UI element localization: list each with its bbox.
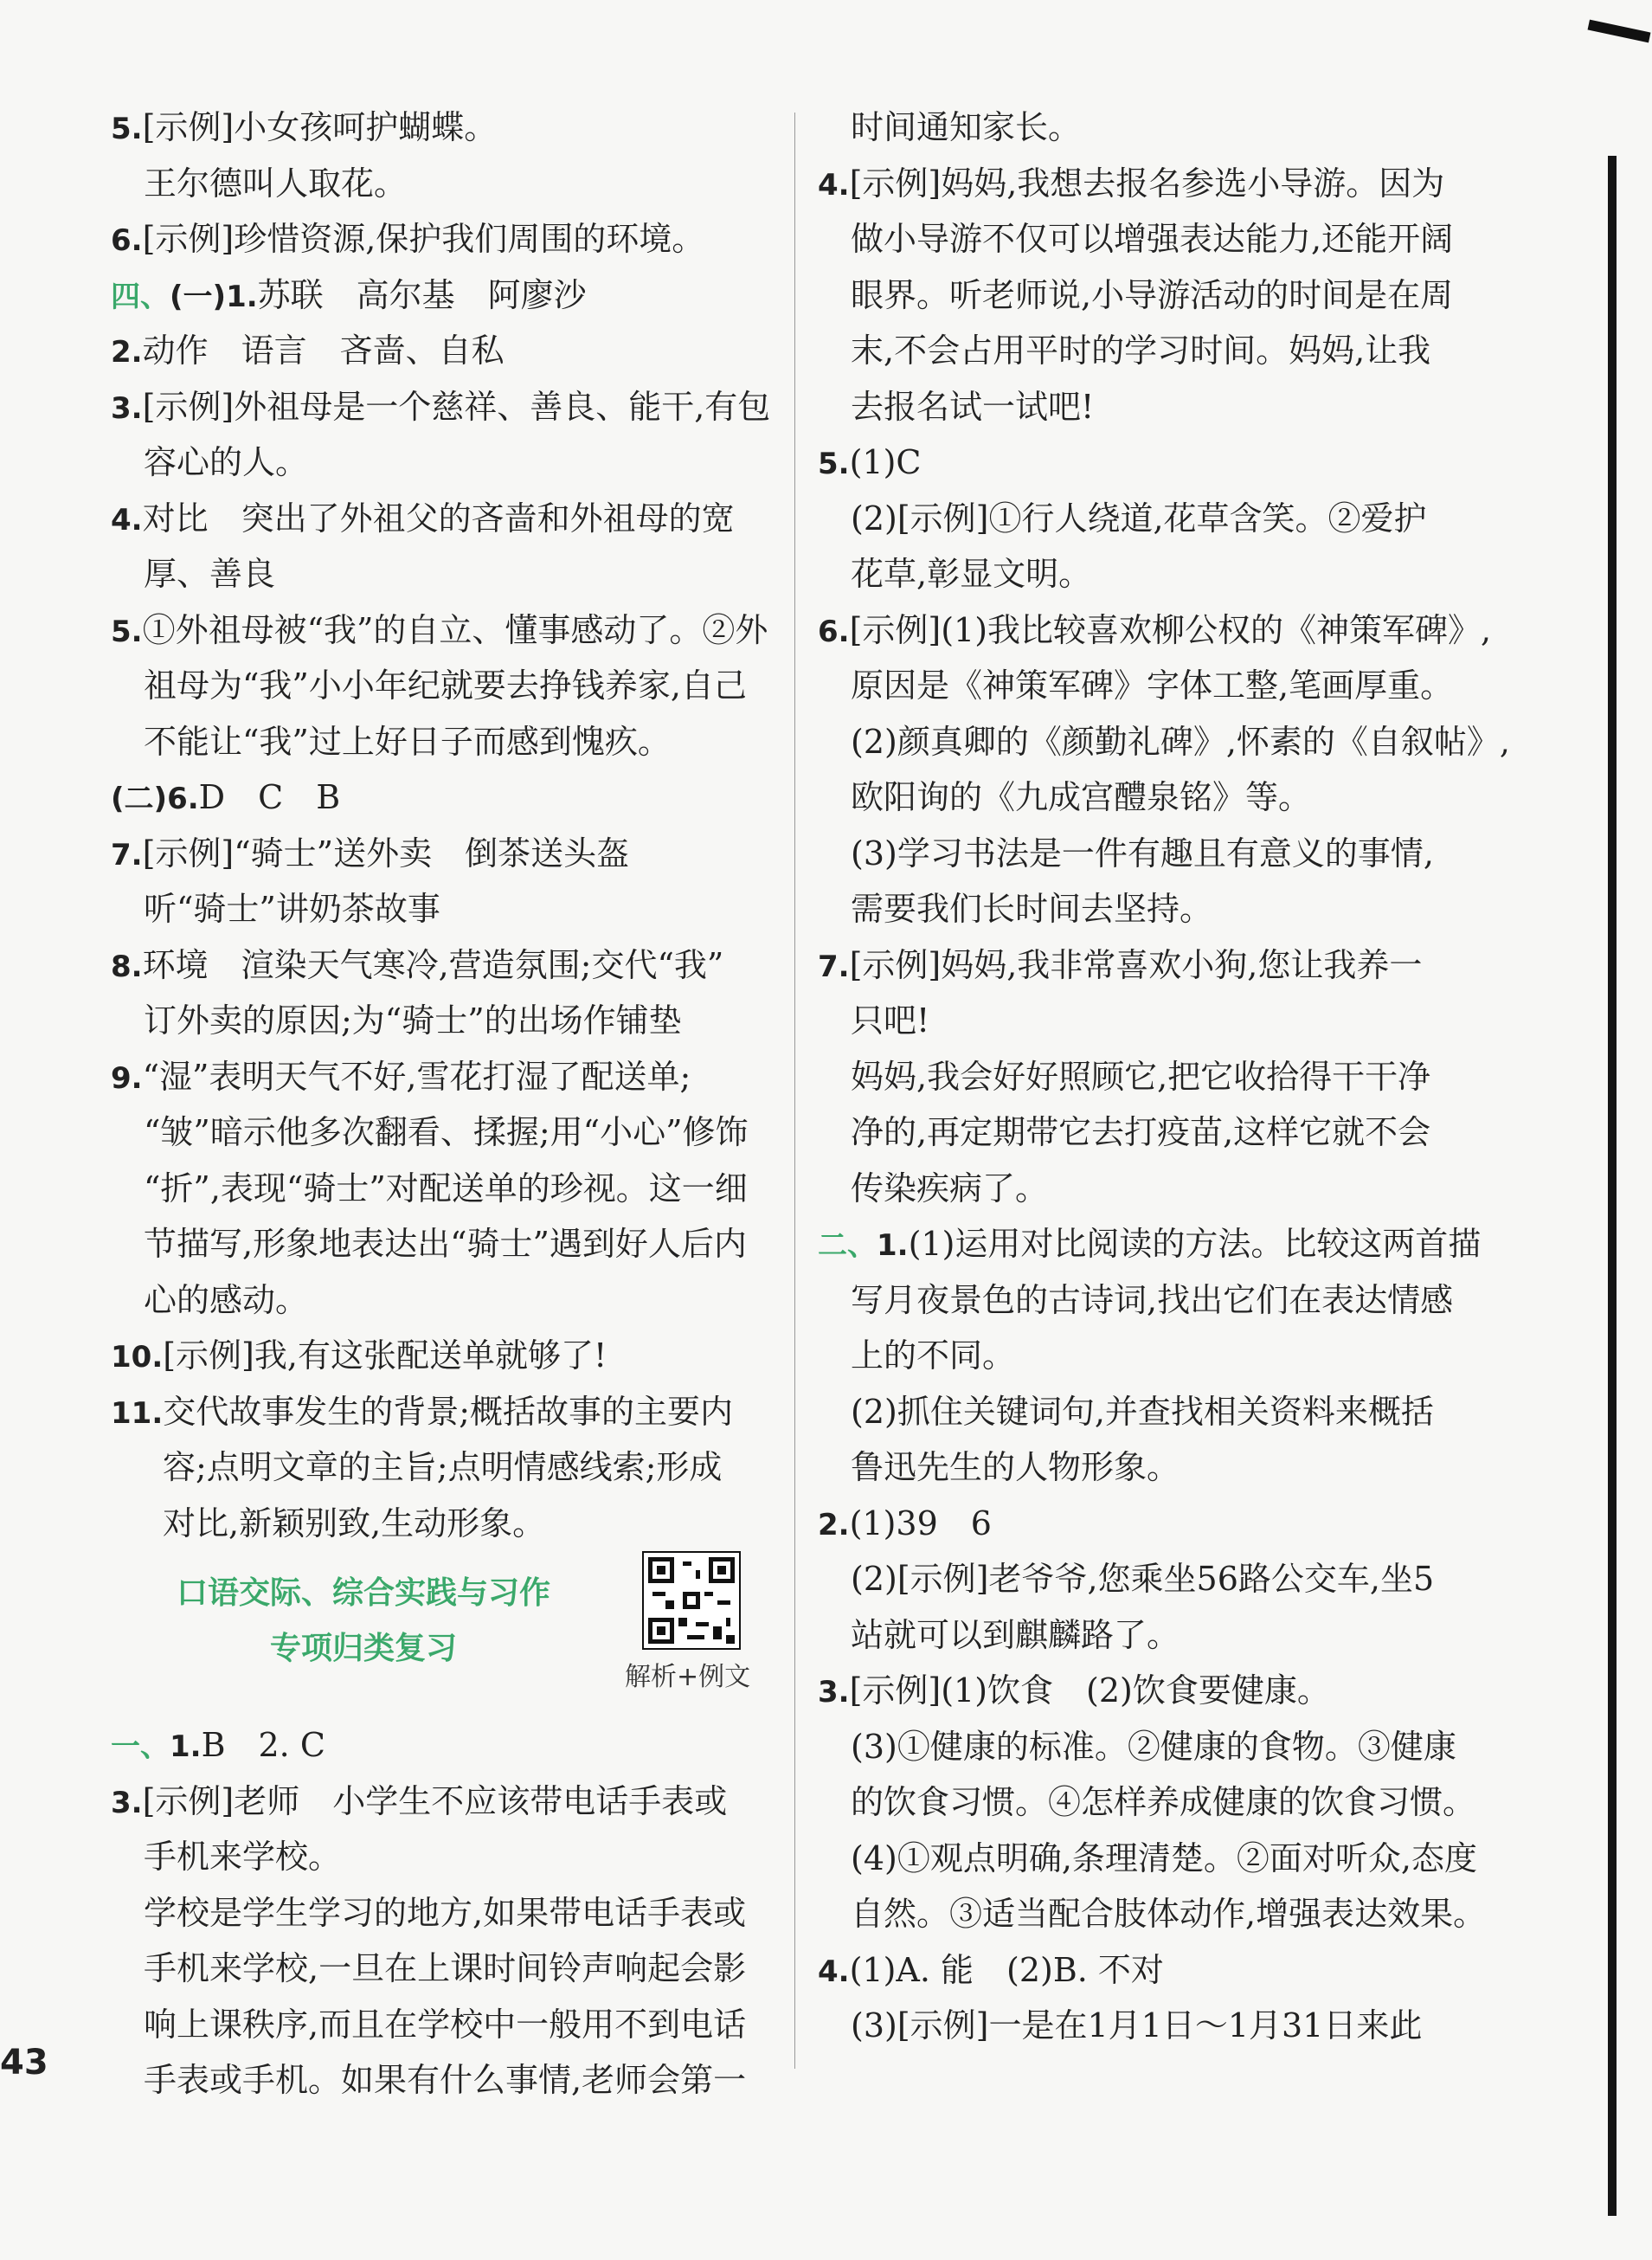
answer-line [111, 1216, 777, 1272]
answer-text: [示例]妈妈,我想去报名参选小导游。因为 [849, 164, 1445, 203]
page-edge-mark [1588, 20, 1651, 43]
answer-line [111, 881, 777, 937]
answer-line [818, 491, 1510, 547]
column-divider [794, 113, 795, 2069]
answer-text: “折”,表现“骑士”对配送单的珍视。这一细 [144, 1169, 748, 1207]
answer-line [111, 1161, 777, 1217]
answer-line [111, 323, 777, 379]
question-number: 4. [111, 502, 143, 538]
answer-line [111, 267, 777, 324]
answer-line [818, 1607, 1510, 1664]
answer-text: (2)[示例]①行人绕道,花草含笑。②爱护 [851, 499, 1427, 538]
answer-text: 响上课秩序,而且在学校中一般用不到电话 [144, 2005, 747, 2044]
answer-line [111, 658, 777, 714]
answer-line [818, 937, 1510, 994]
answer-text: 上的不同。 [851, 1336, 1016, 1375]
answer-line [111, 211, 777, 267]
answer-text: 自然。③适当配合肢体动作,增强表达效果。 [851, 1895, 1487, 1933]
answer-line [818, 1328, 1510, 1384]
answer-line [111, 714, 777, 770]
answer-text: 妈妈,我会好好照顾它,把它收拾得干干净 [851, 1057, 1431, 1096]
answer-text: “皱”暗示他多次翻看、揉握;用“小心”修饰 [144, 1113, 749, 1151]
right-answers-block [818, 100, 1510, 2054]
answer-line [818, 881, 1510, 937]
qr-code-pattern [644, 1553, 739, 1648]
answer-text: [示例]我,有这张配送单就够了! [163, 1336, 607, 1375]
answer-text: 祖母为“我”小小年纪就要去挣钱养家,自己 [144, 666, 747, 705]
answer-text: (2)[示例]老爷爷,您乘坐56路公交车,坐5 [851, 1560, 1435, 1598]
answer-line [818, 1719, 1510, 1775]
answer-text: 苏联 高尔基 阿廖沙 [257, 275, 587, 314]
answer-text: [示例](1)我比较喜欢柳公权的《神策军碑》, [849, 610, 1492, 649]
answer-text: (1)A. 能 (2)B. 不对 [849, 1950, 1164, 1989]
answer-line [818, 1663, 1510, 1719]
answer-text: 心的感动。 [144, 1280, 309, 1319]
question-number: 10. [111, 1340, 164, 1375]
answer-text: 订外卖的原因;为“骑士”的出场作铺垫 [144, 1001, 682, 1040]
answer-line [111, 2052, 777, 2109]
question-number: 2. [818, 1507, 850, 1542]
section-marker: 二、 [818, 1228, 877, 1263]
answer-line [111, 1384, 777, 1440]
answer-text: (1)运用对比阅读的方法。比较这两首描 [908, 1225, 1482, 1263]
answer-line [111, 1829, 777, 1885]
section-title-line1: 口语交际、综合实践与习作 [176, 1575, 550, 1611]
answer-line [818, 267, 1510, 324]
answer-text: B 2. C [201, 1726, 325, 1764]
answer-line [818, 769, 1510, 826]
answer-line [818, 1216, 1510, 1272]
answer-line [818, 1161, 1510, 1217]
answer-text: 去报名试一试吧! [851, 387, 1095, 426]
question-number: 3. [111, 1785, 143, 1820]
answer-line [818, 1049, 1510, 1105]
answer-line [818, 379, 1510, 435]
answer-text: 王尔德叫人取花。 [144, 164, 408, 203]
answer-line [818, 1272, 1510, 1329]
question-number: 6. [818, 614, 850, 649]
answer-text: 欧阳询的《九成宫醴泉铭》等。 [851, 778, 1312, 816]
answer-line [111, 1049, 777, 1105]
answer-text: 花草,彰显文明。 [851, 555, 1092, 593]
answer-line [818, 826, 1510, 882]
answer-line [111, 1104, 777, 1161]
answer-text: (1)C [849, 443, 922, 481]
answer-text: [示例]老师 小学生不应该带电话手表或 [142, 1781, 728, 1820]
answer-line [111, 1774, 777, 1830]
answer-text: (2)颜真卿的《颜勤礼碑》,怀素的《自叙帖》, [851, 722, 1510, 761]
answer-line [818, 323, 1510, 379]
left-answers-block-2 [111, 1717, 777, 2109]
section-marker: 一、 [111, 1729, 170, 1764]
answer-text: [示例]外祖母是一个慈祥、善良、能干,有包 [142, 387, 771, 426]
answer-line [111, 937, 777, 994]
answer-text: ①外祖母被“我”的自立、懂事感动了。②外 [142, 610, 768, 649]
binding-edge [1608, 156, 1617, 2216]
question-number: 一、1. [111, 1729, 202, 1764]
answer-text: 环境 渲染天气寒冷,营造氛围;交代“我” [142, 945, 724, 984]
answer-text: [示例]“骑士”送外卖 倒茶送头盔 [142, 834, 630, 872]
answer-line [111, 156, 777, 212]
answer-line [818, 1774, 1510, 1831]
left-column [111, 100, 777, 2109]
answer-line [111, 546, 777, 602]
answer-line [111, 1717, 777, 1774]
answer-text: (3)[示例]一是在1月1日～1月31日来此 [851, 2006, 1423, 2044]
answer-text: [示例]小女孩呵护蝴蝶。 [142, 108, 498, 146]
answer-line [111, 1885, 777, 1941]
section-title-line2: 专项归类复习 [269, 1631, 457, 1666]
answer-text: D C B [198, 778, 341, 816]
answer-text: 节描写,形象地表达出“骑士”遇到好人后内 [144, 1225, 747, 1263]
answer-text: 对比 突出了外祖父的吝啬和外祖母的宽 [142, 499, 735, 538]
question-number: 4. [818, 1954, 850, 1989]
question-number: 8. [111, 949, 143, 984]
answer-line [111, 993, 777, 1049]
answer-text: 原因是《神策军碑》字体工整,笔画厚重。 [851, 666, 1454, 705]
question-number: 3. [111, 390, 143, 426]
question-number: 4. [818, 167, 850, 203]
answer-line [818, 100, 1510, 156]
question-number: 5. [818, 447, 850, 481]
answer-line [111, 379, 777, 435]
question-number: 7. [818, 949, 850, 984]
answer-line [111, 1272, 777, 1329]
answer-line [111, 1439, 777, 1496]
answer-line [818, 714, 1510, 770]
answer-text: 听“骑士”讲奶茶故事 [144, 890, 440, 928]
answer-text: 交代故事发生的背景;概括故事的主要内 [163, 1392, 734, 1431]
answer-text: 动作 语言 吝啬、自私 [142, 332, 505, 370]
answer-line [111, 769, 777, 826]
answer-text: 眼界。听老师说,小导游活动的时间是在周 [851, 275, 1454, 314]
answer-text: 需要我们长时间去坚持。 [851, 890, 1213, 928]
answer-text: (4)①观点明确,条理清楚。②面对听众,态度 [851, 1838, 1477, 1877]
answer-text: 净的,再定期带它去打疫苗,这样它就不会 [851, 1113, 1431, 1151]
answer-line [111, 1941, 777, 1997]
answer-text: 对比,新颖别致,生动形象。 [163, 1503, 546, 1542]
answer-text: 容;点明文章的主旨;点明情感线索;形成 [163, 1448, 723, 1486]
question-number: 二、1. [818, 1228, 909, 1263]
answer-line [818, 1886, 1510, 1942]
answer-line [818, 1942, 1510, 1999]
answer-text: 厚、善良 [144, 555, 276, 593]
answer-line [818, 1551, 1510, 1607]
answer-text: 鲁迅先生的人物形象。 [851, 1448, 1180, 1486]
question-number: 9. [111, 1060, 143, 1096]
left-answers-block [111, 100, 777, 1551]
answer-text: 手表或手机。如果有什么事情,老师会第一 [144, 2061, 747, 2099]
answer-text: 做小导游不仅可以增强表达能力,还能开阔 [851, 220, 1454, 258]
answer-line [818, 1104, 1510, 1161]
question-number: 2. [111, 335, 143, 370]
answer-text: (1)39 6 [849, 1503, 992, 1542]
right-column [818, 100, 1510, 2054]
question-number: 3. [818, 1675, 850, 1709]
answer-text: 末,不会占用平时的学习时间。妈妈,让我 [851, 332, 1431, 370]
answer-text: (2)抓住关键词句,并查找相关资料来概括 [851, 1392, 1434, 1431]
answer-text: (3)学习书法是一件有趣且有意义的事情, [851, 834, 1434, 872]
answer-text: 写月夜景色的古诗词,找出它们在表达情感 [851, 1280, 1454, 1319]
answer-line [818, 1384, 1510, 1440]
answer-text: 学校是学生学习的地方,如果带电话手表或 [144, 1893, 747, 1932]
answer-line [111, 826, 777, 882]
answer-line [818, 1998, 1510, 2054]
question-number: 5. [111, 112, 143, 146]
answer-text: [示例]珍惜资源,保护我们周围的环境。 [142, 220, 705, 258]
answer-line [111, 1328, 777, 1384]
answer-line [818, 993, 1510, 1049]
answer-text: 传染疾病了。 [851, 1169, 1049, 1207]
answer-text: 的饮食习惯。④怎样养成健康的饮食习惯。 [851, 1783, 1476, 1821]
qr-code[interactable] [642, 1551, 741, 1650]
question-number: (二)6. [111, 782, 199, 816]
qr-caption: 解析+例文 [625, 1662, 751, 1692]
answer-line [111, 435, 777, 491]
question-number: 四、(一)1. [111, 279, 258, 314]
answer-line [111, 100, 777, 156]
answer-line [111, 602, 777, 659]
answer-text: 站就可以到麒麟路了。 [851, 1615, 1180, 1654]
answer-line [818, 658, 1510, 714]
answer-line [818, 211, 1510, 267]
answer-line [818, 156, 1510, 212]
answer-text: 手机来学校。 [144, 1838, 342, 1876]
answer-text: (3)①健康的标准。②健康的食物。③健康 [851, 1727, 1456, 1766]
answer-text: 不能让“我”过上好日子而感到愧疚。 [144, 722, 671, 761]
answer-text: [示例](1)饮食 (2)饮食要健康。 [849, 1671, 1330, 1709]
answer-text: [示例]妈妈,我非常喜欢小狗,您让我养一 [849, 945, 1423, 984]
section-marker: 四、 [111, 279, 170, 314]
question-number: 6. [111, 223, 143, 258]
question-number: 11. [111, 1395, 164, 1431]
answer-line [818, 602, 1510, 659]
answer-line [818, 435, 1510, 491]
answer-text: 手机来学校,一旦在上课时间铃声响起会影 [144, 1949, 747, 1987]
answer-line [111, 491, 777, 547]
answer-line [818, 546, 1510, 602]
answer-line [818, 1831, 1510, 1887]
answer-text: 容心的人。 [144, 443, 309, 481]
page-number: 43 [0, 2043, 48, 2083]
answer-text: 只吧! [851, 1001, 930, 1040]
answer-line [818, 1496, 1510, 1552]
question-number: 7. [111, 837, 143, 872]
answer-text: 时间通知家长。 [851, 108, 1082, 146]
answer-line [111, 1997, 777, 2053]
question-number: 5. [111, 614, 143, 649]
answer-line [818, 1439, 1510, 1496]
answer-text: “湿”表明天气不好,雪花打湿了配送单; [142, 1057, 691, 1096]
answer-line [111, 1496, 777, 1552]
